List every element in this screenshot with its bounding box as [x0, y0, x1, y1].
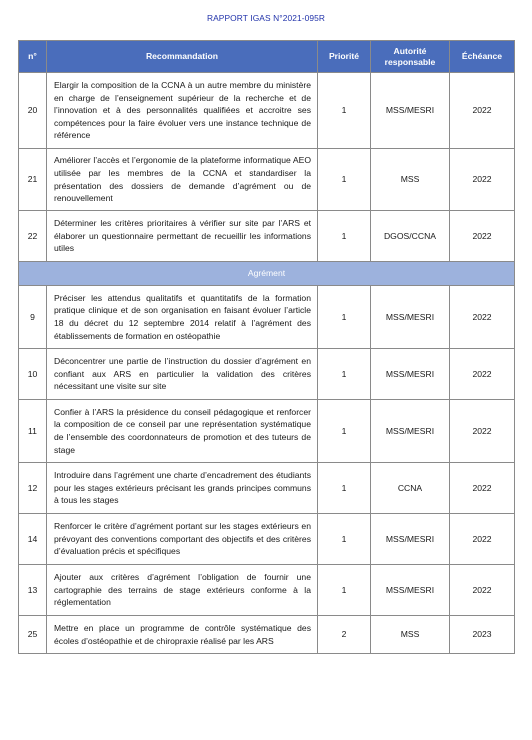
deadline-value: 2022: [450, 463, 515, 514]
priority-value: 1: [318, 149, 371, 211]
recommendation-text: Préciser les attendus qualitatifs et quantitatifs de la formation pratique clinique et de son organisation en faisant évoluer l’article 18 du décret du 12 septembre 2014 relatif à l’agrément des établissements de formation en ostéopathie: [47, 286, 318, 349]
column-header-recommandation: Recommandation: [47, 41, 318, 73]
deadline-value: 2022: [450, 400, 515, 463]
row-number: 22: [19, 211, 47, 262]
row-number: 13: [19, 565, 47, 616]
column-header-autorite: Autorité responsable: [371, 41, 450, 73]
row-number: 20: [19, 73, 47, 149]
row-number: 9: [19, 286, 47, 349]
section-row-agrement: [19, 262, 515, 286]
authority-value: MSS/MESRI: [371, 286, 450, 349]
recommendation-text: Confier à l’ARS la présidence du conseil pédagogique et renforcer la composition de ce conseil par une représentation systématique de l’ensemble des coordonnateurs de promotion et des tuteurs de stage: [47, 400, 318, 463]
table-row: [19, 211, 515, 262]
table-row: [19, 616, 515, 654]
recommendation-text: Ajouter aux critères d’agrément l’obligation de fournir une cartographie des terrains de stage extérieurs conforme à la réglementation: [47, 565, 318, 616]
column-header-num: n°: [19, 41, 47, 73]
priority-value: 1: [318, 514, 371, 565]
authority-value: MSS/MESRI: [371, 349, 450, 400]
recommendation-text: Renforcer le critère d’agrément portant sur les stages extérieurs en prévoyant des conventions comportant des objectifs et des critères d’évaluation précis et spécifiques: [47, 514, 318, 565]
priority-value: 1: [318, 349, 371, 400]
row-number: 25: [19, 616, 47, 654]
recommendation-text: Introduire dans l’agrément une charte d’encadrement des étudiants pour les stages extérieurs précisant les grands principes communs à tous les stages: [47, 463, 318, 514]
deadline-value: 2022: [450, 149, 515, 211]
row-number: 14: [19, 514, 47, 565]
row-number: 11: [19, 400, 47, 463]
row-number: 21: [19, 149, 47, 211]
recommendation-text: Déterminer les critères prioritaires à vérifier sur site par l’ARS et élaborer un questionnaire permettant de recueillir les informations utiles: [47, 211, 318, 262]
deadline-value: 2022: [450, 211, 515, 262]
authority-value: CCNA: [371, 463, 450, 514]
table-row: [19, 149, 515, 211]
priority-value: 1: [318, 73, 371, 149]
report-title: RAPPORT IGAS N°2021-095R: [206, 13, 326, 23]
table-row: [19, 400, 515, 463]
deadline-value: 2023: [450, 616, 515, 654]
table-row: [19, 349, 515, 400]
priority-value: 1: [318, 565, 371, 616]
authority-value: MSS/MESRI: [371, 514, 450, 565]
deadline-value: 2022: [450, 349, 515, 400]
priority-value: 2: [318, 616, 371, 654]
authority-value: MSS: [371, 149, 450, 211]
table-row: [19, 514, 515, 565]
column-header-echeance: Échéance: [450, 41, 515, 73]
priority-value: 1: [318, 211, 371, 262]
recommendation-text: Déconcentrer une partie de l’instruction du dossier d’agrément en confiant aux ARS en particulier la validation des critères nécessitant une visite sur site: [47, 349, 318, 400]
authority-value: MSS/MESRI: [371, 565, 450, 616]
authority-value: MSS/MESRI: [371, 73, 450, 149]
section-label: Agrément: [19, 262, 515, 286]
row-number: 10: [19, 349, 47, 400]
priority-value: 1: [318, 286, 371, 349]
recommendation-text: Améliorer l’accès et l’ergonomie de la plateforme informatique AEO utilisée par les membres de la CCNA et standardiser la présentation des dossiers de demande d’agrément ou de renouvellement: [47, 149, 318, 211]
deadline-value: 2022: [450, 73, 515, 149]
row-number: 12: [19, 463, 47, 514]
table-row: [19, 565, 515, 616]
table-header-row: [19, 41, 515, 73]
deadline-value: 2022: [450, 286, 515, 349]
authority-value: DGOS/CCNA: [371, 211, 450, 262]
column-header-priorite: Priorité: [318, 41, 371, 73]
recommendation-text: Elargir la composition de la CCNA à un autre membre du ministère en charge de l’enseignement supérieur de la recherche et de l’innovation et à des personnalités qualifiées et accroitre ses compétences pour la faire évoluer vers une instance technique de référence: [47, 73, 318, 149]
recommendation-text: Mettre en place un programme de contrôle systématique des écoles d’ostéopathie et de chiropraxie réalisé par les ARS: [47, 616, 318, 654]
table-row: [19, 463, 515, 514]
deadline-value: 2022: [450, 514, 515, 565]
deadline-value: 2022: [450, 565, 515, 616]
table-row: [19, 286, 515, 349]
recommendations-table: [18, 40, 515, 654]
priority-value: 1: [318, 463, 371, 514]
priority-value: 1: [318, 400, 371, 463]
authority-value: MSS: [371, 616, 450, 654]
table-row: [19, 73, 515, 149]
authority-value: MSS/MESRI: [371, 400, 450, 463]
